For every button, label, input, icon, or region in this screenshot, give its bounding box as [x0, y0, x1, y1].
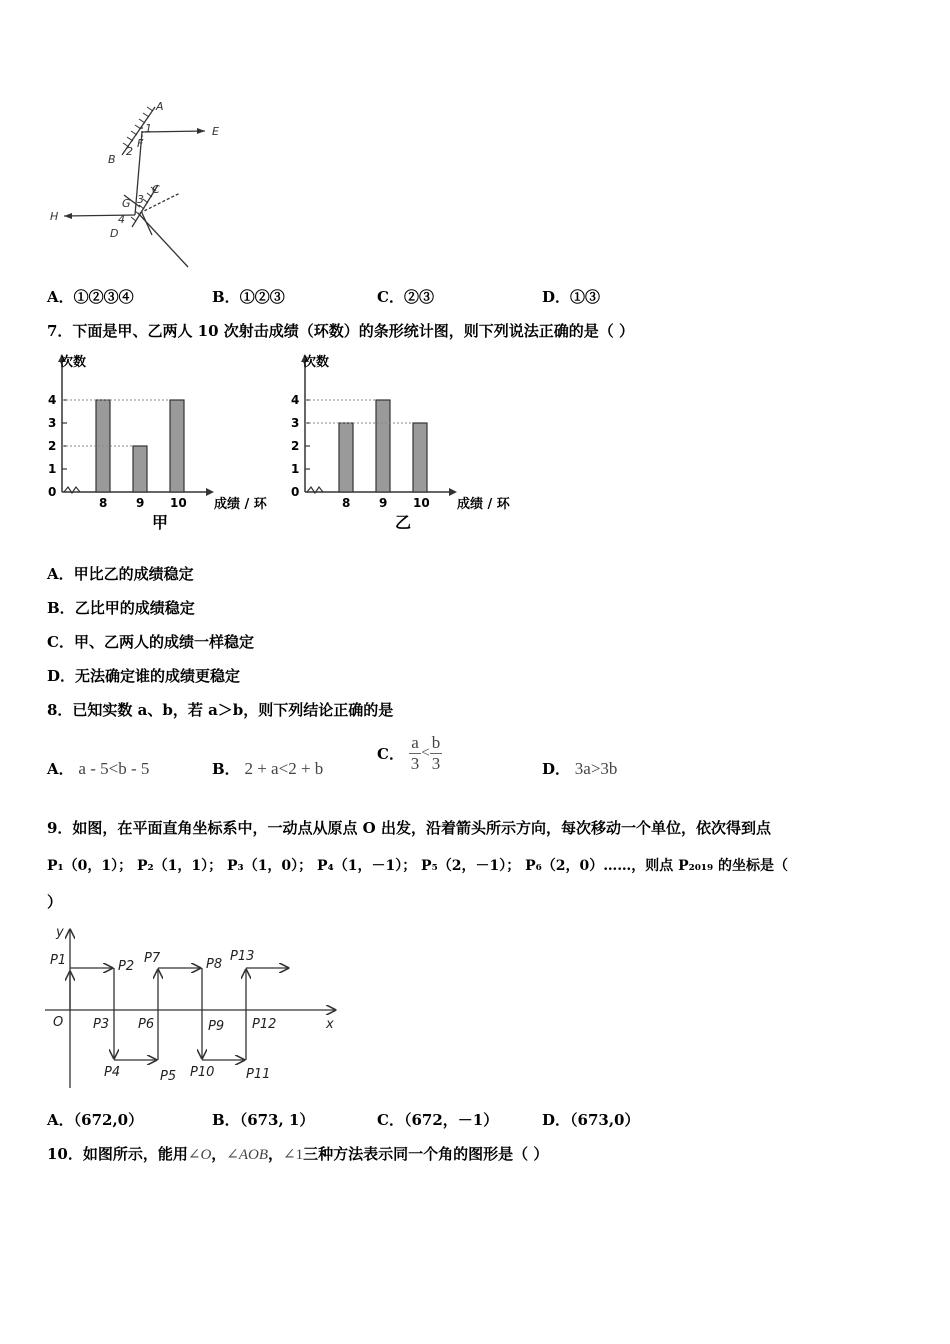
mirror-figure: [40, 95, 240, 275]
label-p13: P13: [230, 949, 255, 964]
x-tick-label: 10: [413, 496, 430, 510]
label-F: F: [137, 137, 144, 150]
fraction-a-over-3: $\frac{a}{3}$: [410, 733, 420, 773]
q9-option-a[interactable]: [47, 1109, 143, 1130]
label-A: A: [156, 100, 164, 113]
option-value: 甲、乙两人的成绩一样稳定: [73, 633, 254, 651]
option-label: B．: [212, 1111, 240, 1129]
q7-stem: 7．下面是甲、乙两人 10 次射击成绩（环数）的条形统计图，则下列说法正确的是（ ）: [47, 322, 634, 340]
option-label: D．: [47, 667, 76, 685]
label-p5: P5: [160, 1069, 177, 1084]
y-tick-label: 0: [48, 485, 57, 499]
option-value: ②③: [403, 288, 434, 306]
y-tick-label: 1: [48, 462, 57, 476]
fraction-b-over-3: $\frac{b}{3}$: [431, 733, 441, 773]
x-tick-label: 9: [379, 496, 388, 510]
label-4: 4: [118, 213, 125, 226]
x-axis-arrow: [206, 488, 214, 496]
option-label: B．: [212, 760, 240, 778]
q9-option-d[interactable]: [542, 1109, 640, 1130]
option-label: C．: [47, 633, 74, 651]
q9-option-c[interactable]: [377, 1109, 498, 1130]
q7-option-c[interactable]: [47, 631, 254, 652]
q7-option-a[interactable]: [47, 563, 194, 584]
q8-stem: 8．已知实数 a、b，若 a＞b，则下列结论正确的是: [47, 701, 394, 719]
label-H: H: [50, 210, 59, 223]
q6-option-c[interactable]: [377, 286, 434, 307]
q9-close-paren: ）: [47, 893, 63, 911]
label-p2: P2: [118, 959, 135, 974]
q6-option-d[interactable]: [542, 286, 600, 307]
option-label: B．: [212, 288, 240, 306]
label-p8: P8: [206, 957, 223, 972]
option-label: D．: [542, 1111, 571, 1129]
label-E: E: [212, 125, 219, 138]
x-axis-arrow: [449, 488, 457, 496]
sep: ，: [268, 1145, 284, 1163]
option-value: ①③: [570, 288, 601, 306]
label-p6: P6: [138, 1017, 155, 1032]
bar-10: [170, 400, 184, 492]
y-axis-title: 次数: [60, 355, 87, 370]
option-value: （673,0）: [570, 1111, 640, 1129]
y-tick-label: 2: [48, 439, 57, 453]
x-axis-title: 成绩 / 环: [214, 497, 267, 512]
x-tick-label: 9: [136, 496, 145, 510]
option-label: D．: [542, 760, 571, 778]
chart-jia: [40, 348, 280, 538]
chart-title: 乙: [395, 513, 412, 532]
x-axis-title: 成绩 / 环: [457, 497, 510, 512]
label-C: C: [152, 183, 160, 196]
y-axis-label: y: [56, 925, 64, 940]
q8-option-b[interactable]: [212, 758, 323, 779]
angle-o: ∠O: [187, 1147, 212, 1163]
q8-option-d[interactable]: [542, 758, 617, 779]
x-axis-label: x: [326, 1017, 334, 1032]
label-p4: P4: [104, 1065, 121, 1080]
option-value: 2 + a<2 + b: [244, 759, 324, 778]
q10-stem: [47, 1143, 548, 1164]
label-1: 1: [145, 122, 152, 135]
label-B: B: [108, 153, 116, 166]
q6-option-b[interactable]: [212, 286, 285, 307]
option-value: 甲比乙的成绩稳定: [73, 565, 194, 583]
option-label: C．: [377, 1111, 404, 1129]
q9-stem: 9．如图，在平面直角坐标系中，一动点从原点 O 出发，沿着箭头所示方向，每次移动一个单位，依次得到点: [47, 819, 771, 837]
q9-points: P₁（0，1）； P₂（1，1）； P₃（1，0）； P₄（1，－1）； P₅（2，－1）； P₆（2，0）……，则点 P₂₀₁₉ 的坐标是（: [47, 858, 789, 874]
bar-10: [413, 423, 427, 492]
option-value: ①②③: [239, 288, 285, 306]
option-label: C．: [377, 745, 404, 763]
option-label: A．: [47, 565, 74, 583]
y-tick-label: 0: [291, 485, 300, 499]
q8-option-a[interactable]: [47, 758, 149, 779]
origin-label: O: [53, 1015, 64, 1030]
option-value: 乙比甲的成绩稳定: [74, 599, 195, 617]
q7-option-b[interactable]: [47, 597, 195, 618]
option-label: C．: [377, 288, 404, 306]
q7-option-d[interactable]: [47, 665, 240, 686]
bar-8: [339, 423, 353, 492]
option-value: a - 5<b - 5: [78, 759, 150, 778]
y-tick-label: 4: [291, 393, 300, 407]
coordinate-path-figure: [40, 920, 350, 1095]
option-label: A．: [47, 288, 74, 306]
chart-title: 甲: [152, 513, 169, 532]
chart-yi: [283, 348, 523, 538]
label-p12: P12: [252, 1017, 277, 1032]
label-D: D: [110, 227, 119, 240]
option-value: （673, 1）: [239, 1111, 315, 1129]
x-tick-label: 8: [342, 496, 351, 510]
label-3: 3: [137, 193, 144, 206]
label-p1: P1: [50, 953, 67, 968]
angle-1: ∠1: [283, 1147, 304, 1163]
y-tick-label: 2: [291, 439, 300, 453]
y-axis-title: 次数: [303, 355, 330, 370]
label-p3: P3: [93, 1017, 110, 1032]
label-p11: P11: [246, 1067, 271, 1082]
option-value: 3a>3b: [574, 759, 618, 778]
label-p10: P10: [190, 1065, 215, 1080]
option-label: A．: [47, 760, 74, 778]
q8-option-c[interactable]: [377, 733, 442, 774]
y-tick-label: 3: [48, 416, 57, 430]
q10-prefix: 10．如图所示，能用: [47, 1145, 188, 1163]
x-tick-label: 8: [99, 496, 108, 510]
bar-9: [133, 446, 147, 492]
y-tick-label: 4: [48, 393, 57, 407]
q10-suffix: 三种方法表示同一个角的图形是（ ）: [303, 1145, 549, 1163]
label-p9: P9: [208, 1019, 225, 1034]
sep: ，: [211, 1145, 227, 1163]
option-value: （672,0）: [73, 1111, 144, 1129]
option-label: B．: [47, 599, 75, 617]
bar-9: [376, 400, 390, 492]
y-tick-label: 1: [291, 462, 300, 476]
label-2: 2: [126, 145, 133, 158]
option-label: A．: [47, 1111, 74, 1129]
label-p7: P7: [144, 951, 161, 966]
less-than: <: [421, 745, 430, 761]
q6-option-a[interactable]: [47, 286, 134, 307]
q9-option-b[interactable]: [212, 1109, 314, 1130]
option-value: ①②③④: [73, 288, 134, 306]
y-tick-label: 3: [291, 416, 300, 430]
option-value: 无法确定谁的成绩更稳定: [75, 667, 241, 685]
angle-aob: ∠AOB: [226, 1147, 269, 1163]
option-label: D．: [542, 288, 571, 306]
option-value: （672，－1）: [403, 1111, 499, 1129]
x-tick-label: 10: [170, 496, 187, 510]
label-G: G: [122, 197, 131, 210]
